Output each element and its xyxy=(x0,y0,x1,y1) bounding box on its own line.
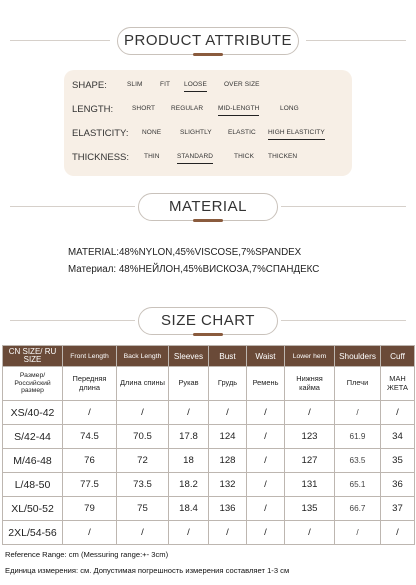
title-divider-left xyxy=(10,40,110,41)
ru-header-cell: МАН ЖЕТА xyxy=(381,367,415,401)
measurement-cell: / xyxy=(335,521,381,545)
size-cell: S/42-44 xyxy=(3,425,63,449)
measurement-cell: / xyxy=(247,521,285,545)
attribute-option: THIN xyxy=(144,153,160,160)
attribute-panel xyxy=(64,70,352,176)
material-russian: Материал: 48%НЕЙЛОН,45%ВИСКОЗА,7%СПАНДЕКС xyxy=(68,264,320,275)
measurement-cell: / xyxy=(209,521,247,545)
ru-header-cell: Передняя длина xyxy=(63,367,117,401)
measurement-cell: / xyxy=(285,401,335,425)
size-cell: XS/40-42 xyxy=(3,401,63,425)
measurement-cell: 74.5 xyxy=(63,425,117,449)
measurement-cell: 18.2 xyxy=(169,473,209,497)
measurement-cell: 70.5 xyxy=(117,425,169,449)
attribute-label: THICKNESS: xyxy=(72,152,130,163)
ru-header-cell: Рукав xyxy=(169,367,209,401)
measurement-cell: 128 xyxy=(209,449,247,473)
measurement-cell: / xyxy=(247,497,285,521)
measurement-cell: 132 xyxy=(209,473,247,497)
measurement-cell: 75 xyxy=(117,497,169,521)
title-accent-bar xyxy=(193,53,223,56)
material-title xyxy=(138,193,278,221)
measurement-cell: / xyxy=(335,401,381,425)
measurement-cell: / xyxy=(169,401,209,425)
product-attribute-title xyxy=(117,27,299,55)
table-row xyxy=(3,473,415,497)
measurement-cell: / xyxy=(169,521,209,545)
header-cn-size: CN SIZE/ RU SIZE xyxy=(3,346,63,367)
header-cell: Cuff xyxy=(381,346,415,367)
measurement-cell: 65.1 xyxy=(335,473,381,497)
size-cell: XL/50-52 xyxy=(3,497,63,521)
header-cell: Bust xyxy=(209,346,247,367)
product-attribute-title-text: PRODUCT ATTRIBUTE xyxy=(124,32,292,49)
table-row xyxy=(3,497,415,521)
header-cell: Sleeves xyxy=(169,346,209,367)
attribute-option: THICK xyxy=(234,153,254,160)
measurement-unit-note: Единица измерения: см. Допустимая погрешность измерения составляет 1-3 см xyxy=(5,566,290,575)
header-cell: Front Length xyxy=(63,346,117,367)
header-cell: Back Length xyxy=(117,346,169,367)
measurement-cell: / xyxy=(247,401,285,425)
table-row xyxy=(3,425,415,449)
attribute-option-selected: STANDARD xyxy=(177,153,214,160)
measurement-cell: / xyxy=(63,401,117,425)
title-divider-right xyxy=(306,40,406,41)
measurement-cell: 18.4 xyxy=(169,497,209,521)
attribute-option: SLIM xyxy=(127,81,143,88)
measurement-cell: 76 xyxy=(63,449,117,473)
measurement-cell: / xyxy=(63,521,117,545)
attribute-option: SHORT xyxy=(132,105,156,112)
measurement-cell: 66.7 xyxy=(335,497,381,521)
attribute-label: SHAPE: xyxy=(72,80,107,91)
ru-header-cell: Длина спины xyxy=(117,367,169,401)
measurement-cell: / xyxy=(117,401,169,425)
measurement-cell: 77.5 xyxy=(63,473,117,497)
measurement-cell: 63.5 xyxy=(335,449,381,473)
title-divider-left xyxy=(10,206,135,207)
attribute-option: LONG xyxy=(280,105,299,112)
attribute-option-selected: MID-LENGTH xyxy=(218,105,260,112)
measurement-cell: / xyxy=(117,521,169,545)
table-row xyxy=(3,521,415,545)
attribute-label: LENGTH: xyxy=(72,104,114,115)
ru-header-cell: Грудь xyxy=(209,367,247,401)
measurement-cell: 79 xyxy=(63,497,117,521)
measurement-cell: / xyxy=(247,473,285,497)
title-divider-right xyxy=(281,206,406,207)
measurement-cell: 17.8 xyxy=(169,425,209,449)
measurement-cell: 37 xyxy=(381,497,415,521)
title-accent-bar xyxy=(193,333,223,336)
ru-header-cell: Ремень xyxy=(247,367,285,401)
measurement-cell: / xyxy=(247,449,285,473)
size-chart-title xyxy=(138,307,278,335)
ru-header-size: Размер/ Российский размер xyxy=(3,367,63,401)
size-cell: 2XL/54-56 xyxy=(3,521,63,545)
attribute-option: THICKEN xyxy=(268,153,298,160)
header-cell: Lower hem xyxy=(285,346,335,367)
reference-range-note: Reference Range: cm (Messuring range:+- 3cm) xyxy=(5,550,169,559)
material-title-text: MATERIAL xyxy=(169,198,247,215)
measurement-cell: 72 xyxy=(117,449,169,473)
measurement-cell: 131 xyxy=(285,473,335,497)
attribute-option: REGULAR xyxy=(171,105,204,112)
title-accent-bar xyxy=(193,219,223,222)
measurement-cell: / xyxy=(381,521,415,545)
size-cell: M/46-48 xyxy=(3,449,63,473)
measurement-cell: 61.9 xyxy=(335,425,381,449)
header-cell: Waist xyxy=(247,346,285,367)
attribute-option: SLIGHTLY xyxy=(180,129,212,136)
attribute-option: NONE xyxy=(142,129,162,136)
measurement-cell: 35 xyxy=(381,449,415,473)
measurement-cell: 18 xyxy=(169,449,209,473)
attribute-option-selected: HIGH ELASTICITY xyxy=(268,129,325,136)
measurement-cell: 34 xyxy=(381,425,415,449)
measurement-cell: / xyxy=(209,401,247,425)
ru-header-cell: Нижняя кайма xyxy=(285,367,335,401)
measurement-cell: / xyxy=(381,401,415,425)
attribute-option: OVER SIZE xyxy=(224,81,260,88)
attribute-label: ELASTICITY: xyxy=(72,128,129,139)
size-cell: L/48-50 xyxy=(3,473,63,497)
table-russian-header-row xyxy=(3,367,415,401)
measurement-cell: 127 xyxy=(285,449,335,473)
measurement-cell: / xyxy=(247,425,285,449)
measurement-cell: 73.5 xyxy=(117,473,169,497)
title-divider-left xyxy=(10,320,135,321)
size-chart-table xyxy=(2,345,415,545)
table-row xyxy=(3,401,415,425)
measurement-cell: 136 xyxy=(209,497,247,521)
attribute-option: ELASTIC xyxy=(228,129,256,136)
measurement-cell: / xyxy=(285,521,335,545)
header-cell: Shoulders xyxy=(335,346,381,367)
measurement-cell: 124 xyxy=(209,425,247,449)
attribute-option-selected: LOOSE xyxy=(184,81,207,88)
title-divider-right xyxy=(281,320,406,321)
measurement-cell: 36 xyxy=(381,473,415,497)
table-row xyxy=(3,449,415,473)
material-english: MATERIAL:48%NYLON,45%VISCOSE,7%SPANDEX xyxy=(68,247,302,258)
measurement-cell: 123 xyxy=(285,425,335,449)
measurement-cell: 135 xyxy=(285,497,335,521)
size-chart-title-text: SIZE CHART xyxy=(161,312,255,329)
table-header-row xyxy=(3,346,415,367)
attribute-option: FIT xyxy=(160,81,171,88)
ru-header-cell: Плечи xyxy=(335,367,381,401)
